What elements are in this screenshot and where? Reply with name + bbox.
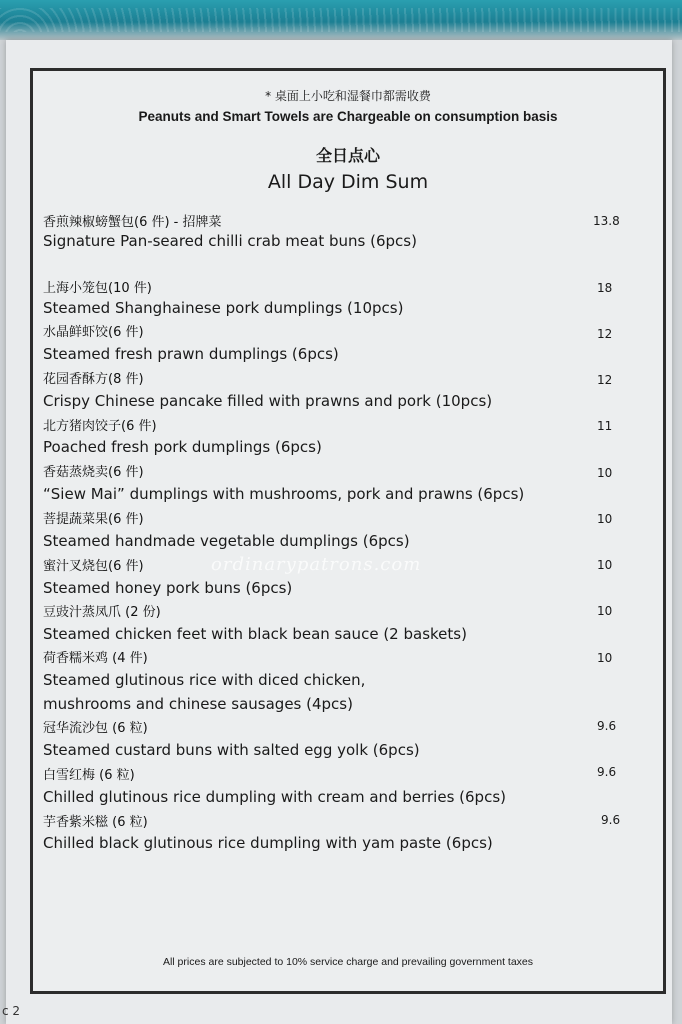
item-name-en: Crispy Chinese pancake filled with prawns and pork (10pcs): [43, 392, 493, 410]
item-name-cn: 花园香酥方(8 件): [43, 372, 144, 387]
page-corner-mark: c 2: [2, 1004, 21, 1018]
item-price: 9.6: [597, 765, 617, 779]
item-name-en: Steamed handmade vegetable dumplings (6pcs): [43, 532, 410, 550]
item-name-cn: 蜜汁叉烧包(6 件): [43, 559, 144, 574]
item-name-cn: 荷香糯米鸡 (4 件): [43, 651, 148, 666]
item-price: 9.6: [601, 813, 621, 827]
item-name-en: Steamed fresh prawn dumplings (6pcs): [43, 345, 339, 363]
item-name-en: Steamed chicken feet with black bean sauce (2 baskets): [43, 625, 467, 643]
menu-title-english: All Day Dim Sum: [267, 171, 429, 193]
item-name-cn: 水晶鲜虾饺(6 件): [43, 325, 144, 340]
item-name-en: Steamed custard buns with salted egg yolk (6pcs): [43, 741, 420, 759]
price-footer-note: All prices are subjected to 10% service charge and prevailing government taxes: [162, 956, 534, 968]
item-name-cn: 白雪红梅 (6 粒): [43, 768, 135, 783]
item-price: 13.8: [593, 214, 620, 228]
item-name-en-line2: mushrooms and chinese sausages (4pcs): [43, 695, 353, 713]
item-name-en: Steamed glutinous rice with diced chicken,: [43, 671, 366, 689]
item-price: 18: [597, 281, 613, 295]
menu-title-chinese: 全日点心: [315, 146, 380, 165]
item-name-en: Signature Pan-seared chilli crab meat buns (6pcs): [43, 232, 417, 250]
item-name-cn: 香煎辣椒螃蟹包(6 件) - 招牌菜: [43, 215, 222, 230]
english-charge-note: Peanuts and Smart Towels are Chargeable on consumption basis: [138, 109, 558, 124]
item-price: 10: [597, 466, 613, 480]
wave-pattern: [0, 8, 682, 32]
item-name-cn: 上海小笼包(10 件): [43, 281, 152, 296]
item-name-en: Chilled black glutinous rice dumpling with yam paste (6pcs): [43, 834, 493, 852]
item-name-cn: 芋香紫米糍 (6 粒): [43, 815, 148, 830]
item-price: 10: [597, 558, 613, 572]
item-price: 12: [597, 327, 613, 341]
item-name-en: Poached fresh pork dumplings (6pcs): [43, 438, 322, 456]
item-price: 10: [597, 512, 613, 526]
item-name-cn: 北方猪肉饺子(6 件): [43, 419, 157, 434]
item-name-en: Chilled glutinous rice dumpling with cream and berries (6pcs): [43, 788, 506, 806]
item-price: 10: [597, 604, 613, 618]
top-decorative-strip: [0, 0, 682, 40]
item-name-en: “Siew Mai” dumplings with mushrooms, pork and prawns (6pcs): [43, 485, 525, 503]
item-price: 10: [597, 651, 613, 665]
watermark-text: ordinarypatrons.com: [211, 554, 422, 575]
item-name-cn: 冠华流沙包 (6 粒): [43, 721, 148, 736]
menu-sheet: [6, 40, 672, 1024]
item-name-cn: 菩提蔬菜果(6 件): [43, 512, 144, 527]
item-name-en: Steamed honey pork buns (6pcs): [43, 579, 293, 597]
item-name-cn: 豆豉汁蒸凤爪 (2 份): [43, 605, 161, 620]
item-price: 11: [597, 419, 613, 433]
item-price: 12: [597, 373, 613, 387]
item-name-cn: 香菇蒸烧卖(6 件): [43, 465, 144, 480]
item-name-en: Steamed Shanghainese pork dumplings (10pcs): [43, 299, 404, 317]
item-price: 9.6: [597, 719, 617, 733]
chinese-charge-note: * 桌面上小吃和湿餐巾都需收费: [265, 89, 431, 103]
menu-frame: [30, 68, 666, 994]
